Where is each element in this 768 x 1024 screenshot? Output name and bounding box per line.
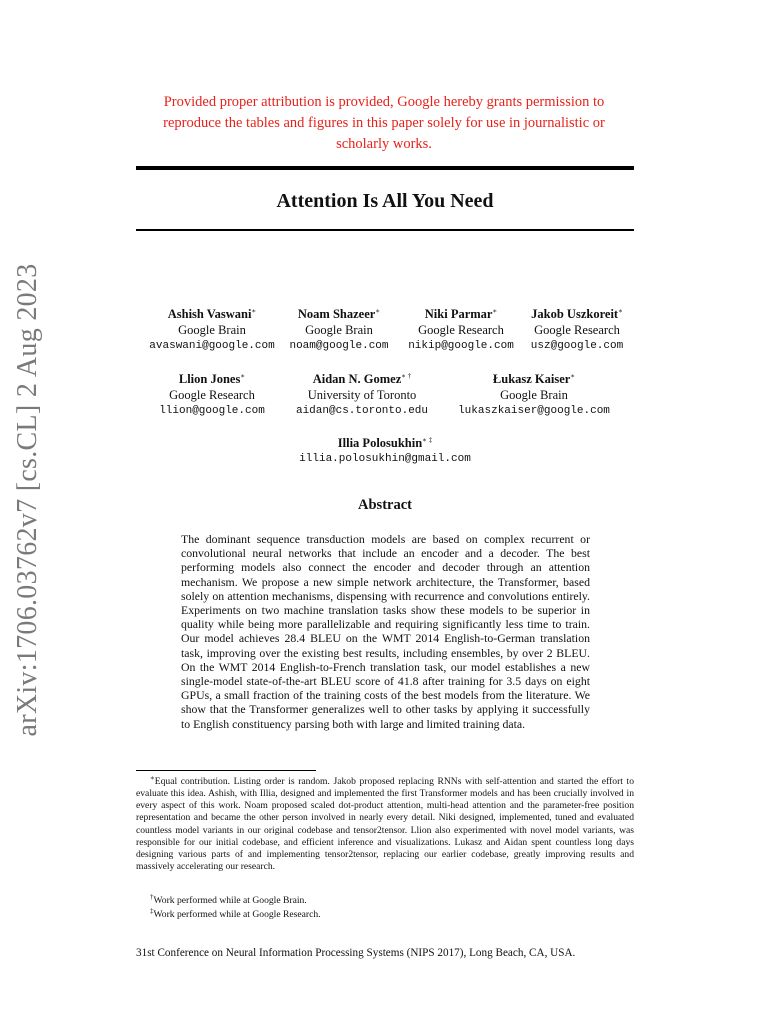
author-email: noam@google.com — [289, 340, 389, 353]
author-email: aidan@cs.toronto.edu — [295, 405, 429, 418]
author-affiliation: Google Brain — [305, 323, 373, 338]
author-affiliation: Google Research — [534, 323, 620, 338]
author-block-6 — [296, 368, 428, 419]
author-name: Jakob Uszkoreit∗ — [531, 307, 623, 322]
footnote-divider — [136, 770, 316, 771]
author-email: illia.polosukhin@gmail.com — [299, 453, 471, 466]
author-name: Illia Polosukhin∗ ‡ — [337, 436, 433, 451]
author-email: usz@google.com — [530, 340, 624, 353]
author-name: Niki Parmar∗ — [424, 307, 498, 322]
title-bottom-rule — [136, 229, 634, 231]
abstract-text: The dominant sequence transduction models are based on complex recurrent or convolutional neural networks that include an encoder and a decoder. The best performing models also connect the encoder and decoder through an attention mechanism. We propose a new simple network architecture, the Transformer, based solely on attention mechanisms, dispensing with recurrence and convolutions entirely. Experiments on two machine translation tasks show these models to be superior in quality while being more parallelizable and requiring significantly less time to train. Our model achieves 28.4 BLEU on the WMT 2014 English-to-German translation task, improving over the existing best results, including ensembles, by over 2 BLEU. On the WMT 2014 English-to-French translation task, our model establishes a new single-model state-of-the-art BLEU score of 41.8 after training for 3.5 days on eight GPUs, a small fraction of the training costs of the best models from the literature. We show that the Transformer generalizes well to other tasks by applying it successfully to English constituency parsing both with large and limited training data. — [181, 532, 590, 731]
author-block-3 — [408, 303, 514, 354]
footnote-google-brain: †Work performed while at Google Brain. — [150, 893, 307, 907]
author-block-1 — [149, 303, 274, 354]
author-email: avaswani@google.com — [149, 340, 275, 353]
footnote-equal-contribution: ∗Equal contribution. Listing order is random. Jakob proposed replacing RNNs with self-attention and started the effort to evaluate this idea. Ashish, with Illia, designed and implemented the first Transformer models and has been crucially involved in every aspect of this work. Noam proposed scaled dot-product attention, multi-head attention and the parameter-free position representation and became the other person involved in nearly every detail. Niki designed, implemented, tuned and evaluated countless model variants in our original codebase and tensor2tensor. Llion also experimented with novel model variants, was responsible for our initial codebase, and efficient inference and visualizations. Lukasz and Aidan spent countless long days designing various parts of and implementing tensor2tensor, replacing our earlier codebase, greatly improving results and massively accelerating our research. — [136, 774, 634, 872]
author-email: llion@google.com — [159, 405, 265, 418]
author-affiliation: Google Brain — [500, 388, 568, 403]
author-block-8 — [299, 432, 471, 467]
author-email: lukaszkaiser@google.com — [458, 405, 610, 418]
author-affiliation: Google Research — [169, 388, 255, 403]
abstract-heading: Abstract — [358, 497, 412, 513]
arxiv-identifier-stamp: arXiv:1706.03762v7 [cs.CL] 2 Aug 2023 — [12, 263, 43, 737]
paper-title: Attention Is All You Need — [276, 190, 494, 212]
author-affiliation: Google Research — [418, 323, 504, 338]
author-block-7 — [458, 368, 610, 419]
author-block-5 — [159, 368, 265, 419]
author-affiliation: University of Toronto — [307, 388, 417, 403]
author-name: Ashish Vaswani∗ — [167, 307, 257, 322]
author-name: Llion Jones∗ — [178, 372, 246, 387]
author-block-2 — [289, 303, 388, 354]
author-email: nikip@google.com — [408, 340, 514, 353]
author-name: Aidan N. Gomez∗ † — [312, 372, 412, 387]
permission-notice: Provided proper attribution is provided, Google hereby grants permission to reproduce the tables and figures in this paper solely for use in journalistic or scholarly works. — [163, 94, 605, 152]
author-affiliation: Google Brain — [178, 323, 246, 338]
author-name: Łukasz Kaiser∗ — [492, 372, 576, 387]
title-top-rule — [136, 166, 634, 170]
author-block-4 — [531, 303, 623, 354]
conference-venue: 31st Conference on Neural Information Processing Systems (NIPS 2017), Long Beach, CA, USA. — [136, 947, 576, 959]
footnote-google-research: ‡Work performed while at Google Research. — [150, 907, 321, 921]
author-name: Noam Shazeer∗ — [297, 307, 381, 322]
